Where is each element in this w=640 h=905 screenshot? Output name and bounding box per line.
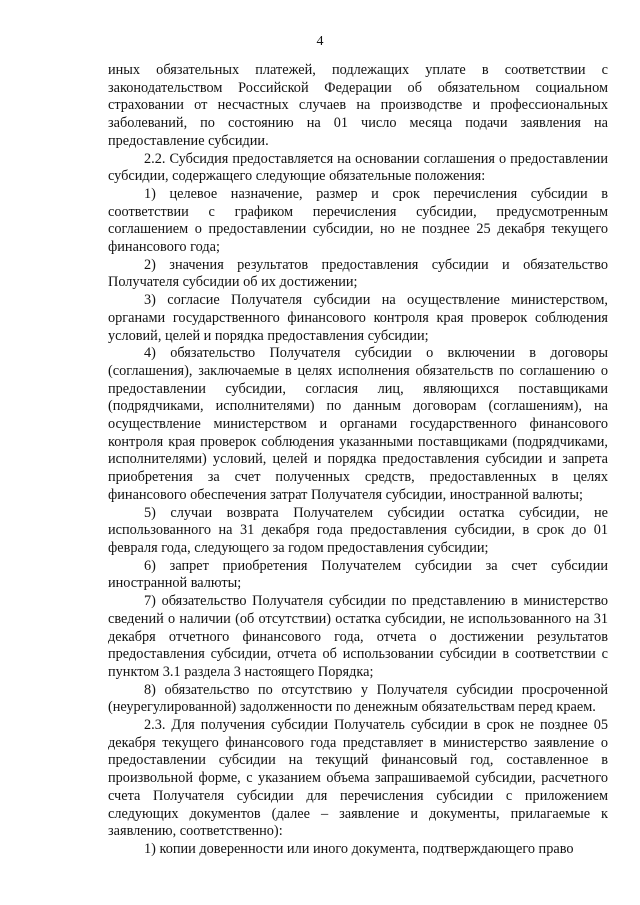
paragraph-2-2: 2.2. Субсидия предоставляется на основании соглашения о предоставлении субсидии, содержащего следующие обязательные положения: (108, 150, 608, 185)
list-item-4: 4) обязательство Получателя субсидии о включении в договоры (соглашения), заключаемые в целях исполнения обязательств по соглашению о предоставлении субсидии, согласия лиц, являющихся поставщиками (подрядчиками, исполнителями) по данным договорам (соглашениям), на осуществление министерством и органами государственного финансового контроля края проверок соблюдения указанными поставщиками (подрядчиками, исполнителями) условий, целей и порядка предоставления субсидии и запрета приобретения за счет полученных средств, предоставленных в целях финансового обеспечения затрат Получателя субсидии, иностранной валюты; (108, 345, 608, 503)
list-item-1-documents: 1) копии доверенности или иного документа, подтверждающего право (144, 840, 574, 857)
list-item-6: 6) запрет приобретения Получателем субсидии за счет субсидии иностранной валюты; (108, 557, 608, 592)
page-number: 4 (316, 34, 324, 49)
list-item-7: 7) обязательство Получателя субсидии по представлению в министерство сведений о наличии (об отсутствии) остатка субсидии, не использованного на 31 декабря отчетного финансового года, отчета о достижении результатов предоставления субсидии, отчета об использовании субсидии в соответствии с пунктом 3.1 раздела 3 настоящего Порядка; (108, 593, 608, 680)
list-item-1: 1) целевое назначение, размер и срок перечисления субсидии в соответствии с графиком перечисления субсидии, предусмотренным соглашением о предоставлении субсидии, но не позднее 25 декабря текущего финансового года; (108, 185, 608, 256)
list-item-3: 3) согласие Получателя субсидии на осуществление министерством, органами государственного финансового контроля края проверок соблюдения условий, целей и порядка предоставления субсидии; (108, 292, 608, 344)
list-item-2: 2) значения результатов предоставления субсидии и обязательство Получателя субсидии об их достижении; (108, 256, 608, 291)
paragraph-continuation: иных обязательных платежей, подлежащих уплате в соответствии с законодательством Российской Федерации об обязательном социальном страховании от несчастных случаев на производстве и профессиональных заболеваний, по состоянию на 01 число месяца подачи заявления на предоставление субсидии. (108, 62, 608, 149)
document-body (108, 62, 608, 859)
list-item-5: 5) случаи возврата Получателем субсидии остатка субсидии, не использованного на 31 декабря года предоставления субсидии, в срок до 01 февраля года, следующего за годом предоставления субсидии; (108, 504, 608, 556)
paragraph-2-3: 2.3. Для получения субсидии Получатель субсидии в срок не позднее 05 декабря текущего финансового года представляет в министерство заявление о предоставлении субсидии на текущий финансовый год, составленное в произвольной форме, с указанием объема запрашиваемой субсидии, расчетного счета Получателя субсидии для перечисления субсидии с приложением следующих документов (далее – заявление и документы, прилагаемые к заявлению, соответственно): (108, 717, 608, 840)
list-item-8: 8) обязательство по отсутствию у Получателя субсидии просроченной (неурегулированной) задолженности по денежным обязательствам перед краем. (108, 681, 608, 716)
